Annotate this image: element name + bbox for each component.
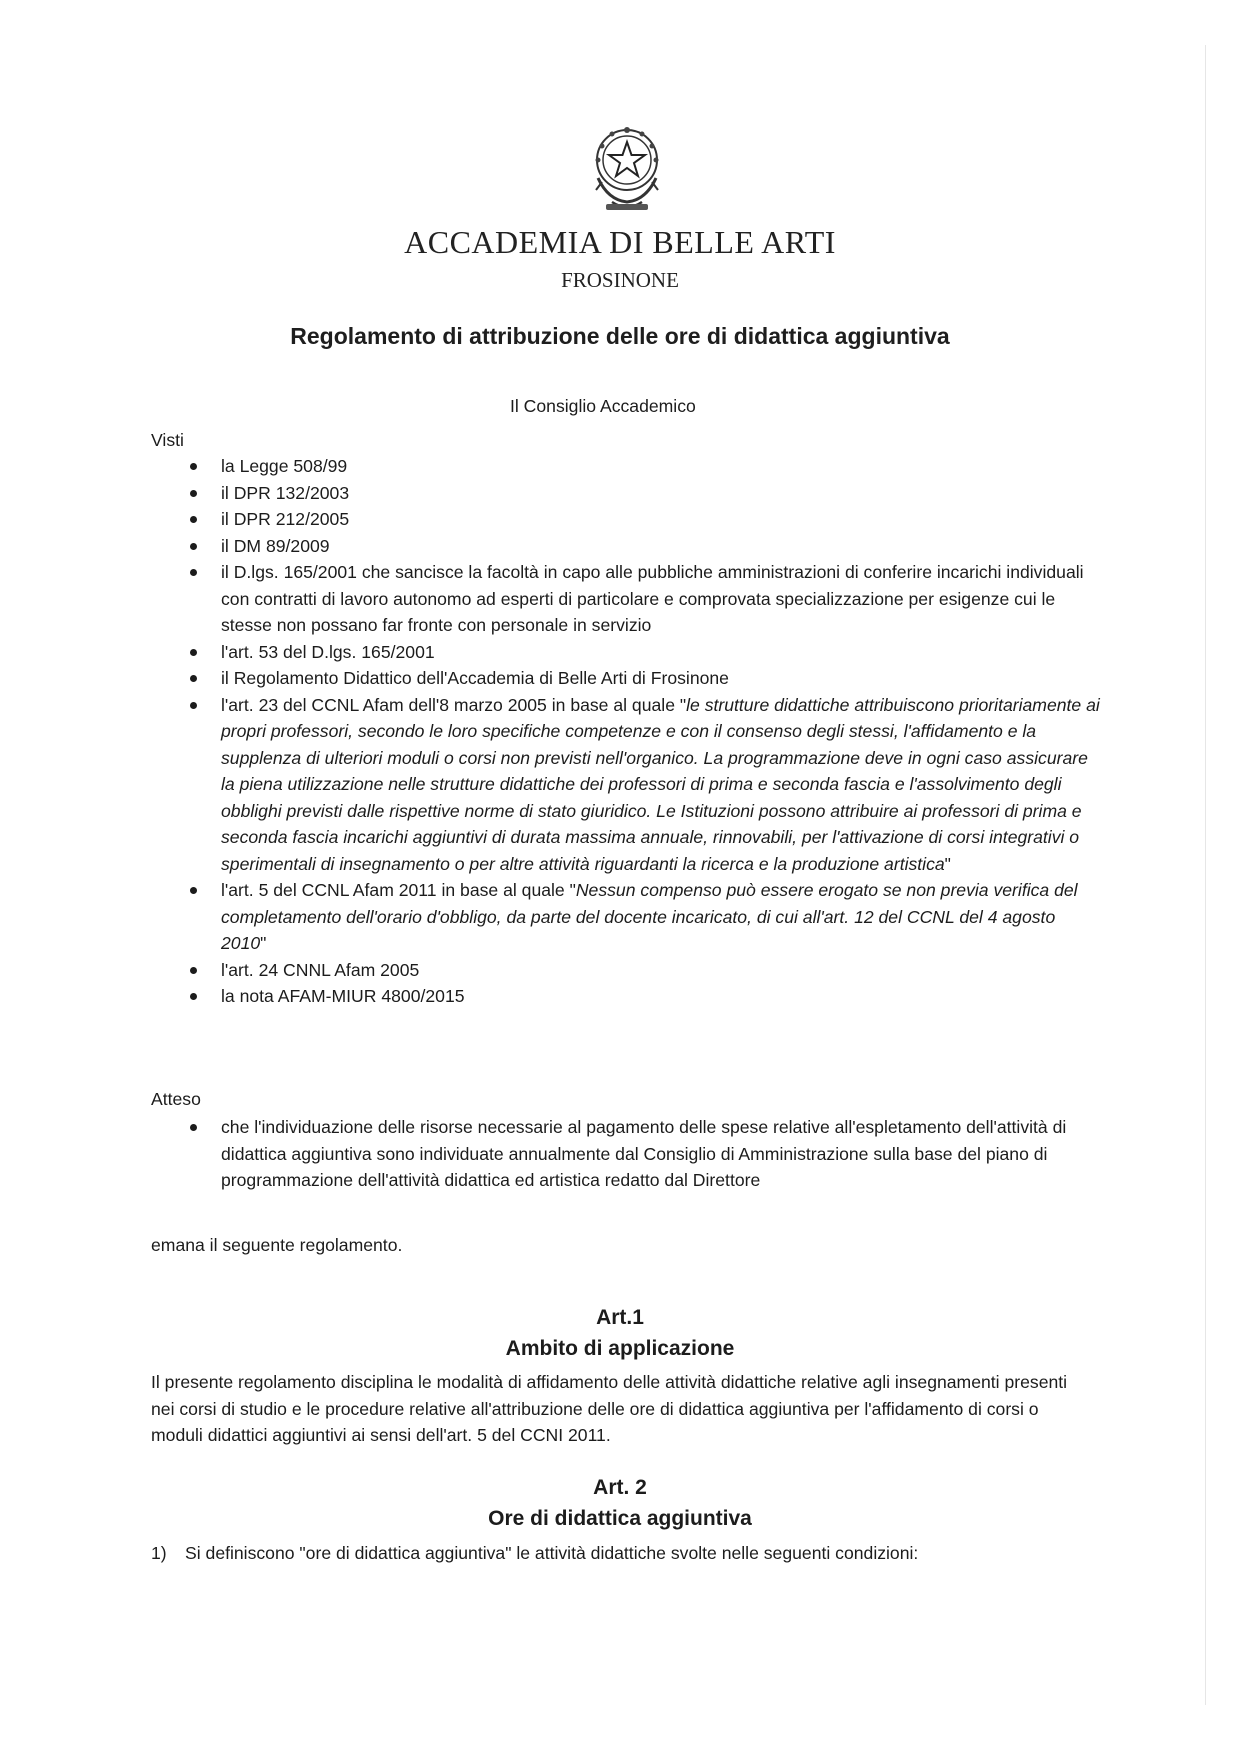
visti-item-quote-close: " [260, 933, 267, 953]
article-2-title: Ore di didattica aggiuntiva [488, 1507, 752, 1530]
visti-item-quote-close: " [944, 853, 951, 874]
bullet-icon [190, 675, 197, 682]
visti-item-text: il DM 89/2009 [221, 535, 330, 556]
bullet-icon [190, 516, 197, 523]
visti-item [0, 533, 1101, 560]
visti-item [0, 877, 1101, 957]
bullet-icon [190, 490, 197, 497]
bullet-icon [190, 463, 197, 470]
visti-item [0, 480, 1101, 507]
bullet-icon [190, 649, 197, 656]
visti-item [0, 559, 1101, 639]
atteso-item [0, 1114, 1101, 1194]
enactment-statement: emana il seguente regolamento. [151, 1235, 403, 1255]
article-1-number: Art.1 [596, 1306, 644, 1329]
visti-list [0, 453, 1101, 1010]
article-1-body: Il presente regolamento disciplina le modalità di affidamento delle attività didattiche relative agli insegnamenti presenti nei corsi di studio e le procedure relative all'attribuzione delle ore di didattica aggiuntiva per l'affidamento di corsi o moduli didattici aggiuntivi ai sensi dell'art. 5 del CCNI 2011. [151, 1372, 1068, 1445]
document-title: Regolamento di attribuzione delle ore di didattica aggiuntiva [290, 323, 950, 349]
visti-item-text: il D.lgs. 165/2001 che sancisce la facoltà in capo alle pubbliche amministrazioni di conferire incarichi individuali con contratti di lavoro autonomo ad esperti di particolare e comprovata specializzazione per esigenze cui le stesse non possano far fronte con personale in servizio [221, 562, 1084, 635]
visti-item [0, 692, 1101, 878]
visti-item-quote: le strutture didattiche attribuiscono prioritariamente ai propri professori, secondo le loro specifiche competenze e con il consenso degli stessi, l'affidamento e la supplenza di ulteriori moduli o corsi non previsti nell'organico. La programmazione deve in ogni caso assicurare la piena utilizzazione nelle strutture didattiche dei professori di prima e seconda fascia e l'assolvimento degli obblighi previsti dalle rispettive norme di stato giuridico. Le Istituzioni possono attribuire ai professori di prima e seconda fascia incarichi aggiuntivi di durata massima annuale, rinnovabili, per l'attivazione di corsi integrativi o sperimentali di insegnamento o per altre attività riguardanti la ricerca e la produzione artistica [221, 694, 1100, 874]
visti-item [0, 506, 1101, 533]
visti-item-text: l'art. 23 del CCNL Afam dell'8 marzo 2005 in base al quale " [221, 694, 687, 715]
bullet-icon [190, 1124, 197, 1131]
scan-edge-line [1205, 45, 1206, 1705]
visti-item [0, 639, 1101, 666]
article-2-item-number: 1) [151, 1543, 167, 1563]
bullet-icon [190, 569, 197, 576]
visti-item [0, 957, 1101, 984]
bullet-icon [190, 967, 197, 974]
visti-item-text: l'art. 53 del D.lgs. 165/2001 [221, 641, 435, 662]
visti-item-text: la nota AFAM-MIUR 4800/2015 [221, 986, 465, 1006]
italian-republic-emblem-icon [588, 120, 666, 216]
article-2-number: Art. 2 [593, 1476, 647, 1499]
article-2-item [151, 1540, 918, 1567]
atteso-label: Atteso [151, 1089, 201, 1109]
atteso-list [0, 1114, 1101, 1194]
bullet-icon [190, 993, 197, 1000]
visti-item-quote: Nessun compenso può essere erogato se non previa verifica del completamento dell'orario d'obbligo, da parte del docente incaricato, di cui all'art. 12 del CCNL del 4 agosto 2010 [221, 880, 1078, 953]
visti-item [0, 453, 1101, 480]
bullet-icon [190, 543, 197, 550]
visti-item [0, 665, 1101, 692]
visti-item [0, 983, 1101, 1010]
atteso-item-text: che l'individuazione delle risorse necessarie al pagamento delle spese relative all'espletamento dell'attività di didattica aggiuntiva sono individuate annualmente dal Consiglio di Amministrazione sulla base del piano di programmazione dell'attività didattica ed artistica redatto dal Direttore [221, 1117, 1067, 1190]
article-2-item-text: Si definiscono "ore di didattica aggiuntiva" le attività didattiche svolte nelle seguenti condizioni: [185, 1543, 919, 1563]
article-1-title: Ambito di applicazione [505, 1337, 735, 1360]
visti-item-text: il DPR 132/2003 [221, 482, 350, 503]
visti-label: Visti [151, 430, 184, 450]
visti-item-text: l'art. 5 del CCNL Afam 2011 in base al quale " [221, 880, 576, 900]
visti-item-text: il DPR 212/2005 [221, 509, 350, 529]
bullet-icon [190, 702, 197, 709]
institution-city: FROSINONE [561, 268, 679, 292]
council-heading: Il Consiglio Accademico [510, 396, 696, 416]
visti-item-text: l'art. 24 CNNL Afam 2005 [221, 959, 420, 980]
visti-item-text: il Regolamento Didattico dell'Accademia di Belle Arti di Frosinone [221, 668, 729, 688]
visti-item-text: la Legge 508/99 [221, 456, 348, 476]
bullet-icon [190, 887, 197, 894]
institution-name: ACCADEMIA DI BELLE ARTI [404, 224, 836, 260]
